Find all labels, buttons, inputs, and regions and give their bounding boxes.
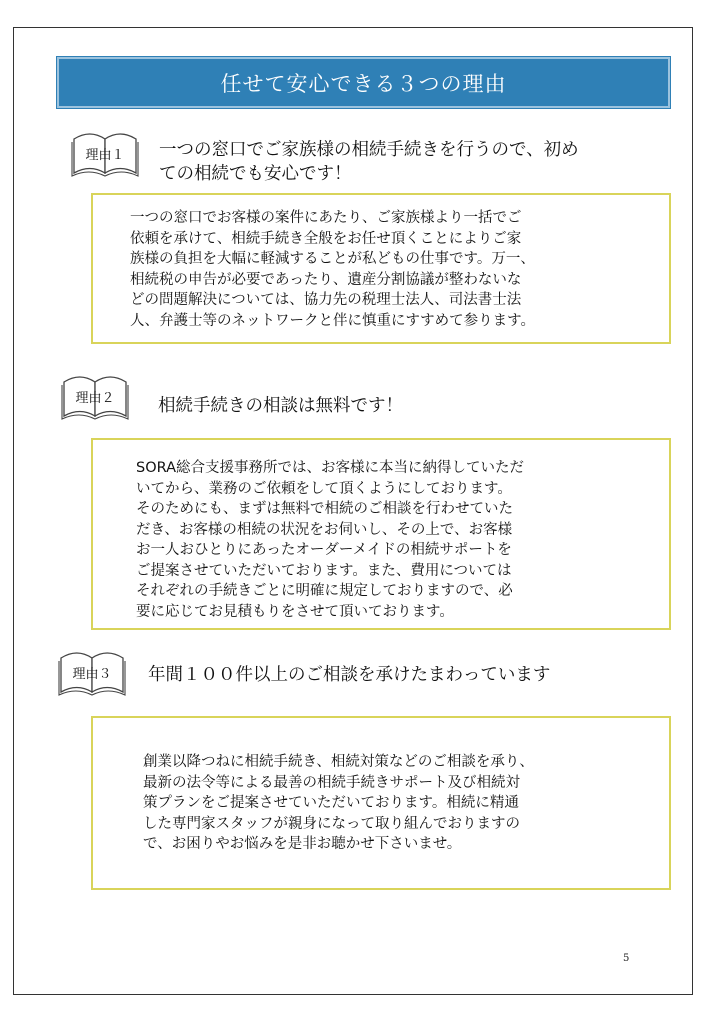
reason-2-heading: 相続手続きの相談は無料です！ bbox=[158, 396, 403, 416]
reason-3-heading: 年間１００件以上のご相談を承けたまわっています bbox=[148, 665, 551, 685]
reason-2-book-icon bbox=[58, 370, 132, 422]
page-title: 任せて安心できる３つの理由 bbox=[57, 57, 670, 108]
reason-3-book-icon bbox=[55, 646, 129, 698]
reason-1-label: 理由１ bbox=[85, 147, 125, 163]
reason-3-body: 創業以降つねに相続手続き、相続対策などのご相談を承り、 最新の法令等による最善の相続手続きサポート及び相続対 策プランをご提案させていただいております。相続に精通 した専門家スタッフが親身になって取り組んでおりますの で、お困りやお悩みを是非お聴かせ下さいませ。 bbox=[143, 754, 534, 852]
reason-2-label: 理由２ bbox=[75, 390, 115, 406]
reason-1-body: 一つの窓口でお客様の案件にあたり、ご家族様より一括でご 依頼を承けて、相続手続き全般をお任せ頂くことによりご家 族様の負担を大幅に軽減することが私どもの仕事です。万一、 相続税の申告が必要であったり、遺産分割協議が整わないな どの問題解決については、協力先の税理士法人、司法書士法 人、弁護士等のネットワークと伴に慎重にすすめて参ります。 bbox=[130, 210, 535, 329]
reason-1-book-icon bbox=[68, 127, 142, 179]
reason-1-heading: 一つの窓口でご家族様の相続手続きを行うので、初め ての相続でも安心です！ bbox=[159, 140, 579, 184]
reason-3-label: 理由３ bbox=[72, 666, 112, 682]
reason-2-body: SORA総合支援事務所では、お客様に本当に納得していただ いてから、業務のご依頼をして頂くようにしております。 そのためにも、まずは無料で相続のご相談を行わせていた だき、お客様の相続の状況をお伺いし、その上で、お客様 お一人おひとりにあったオーダーメイドの相続サポートを ご提案させていただいております。また、費用については それぞれの手続きごとに明確に規定しておりますので、必 要に応じてお見積もりをさせて頂いております。 bbox=[136, 460, 525, 620]
page-number: 5 bbox=[623, 953, 630, 964]
